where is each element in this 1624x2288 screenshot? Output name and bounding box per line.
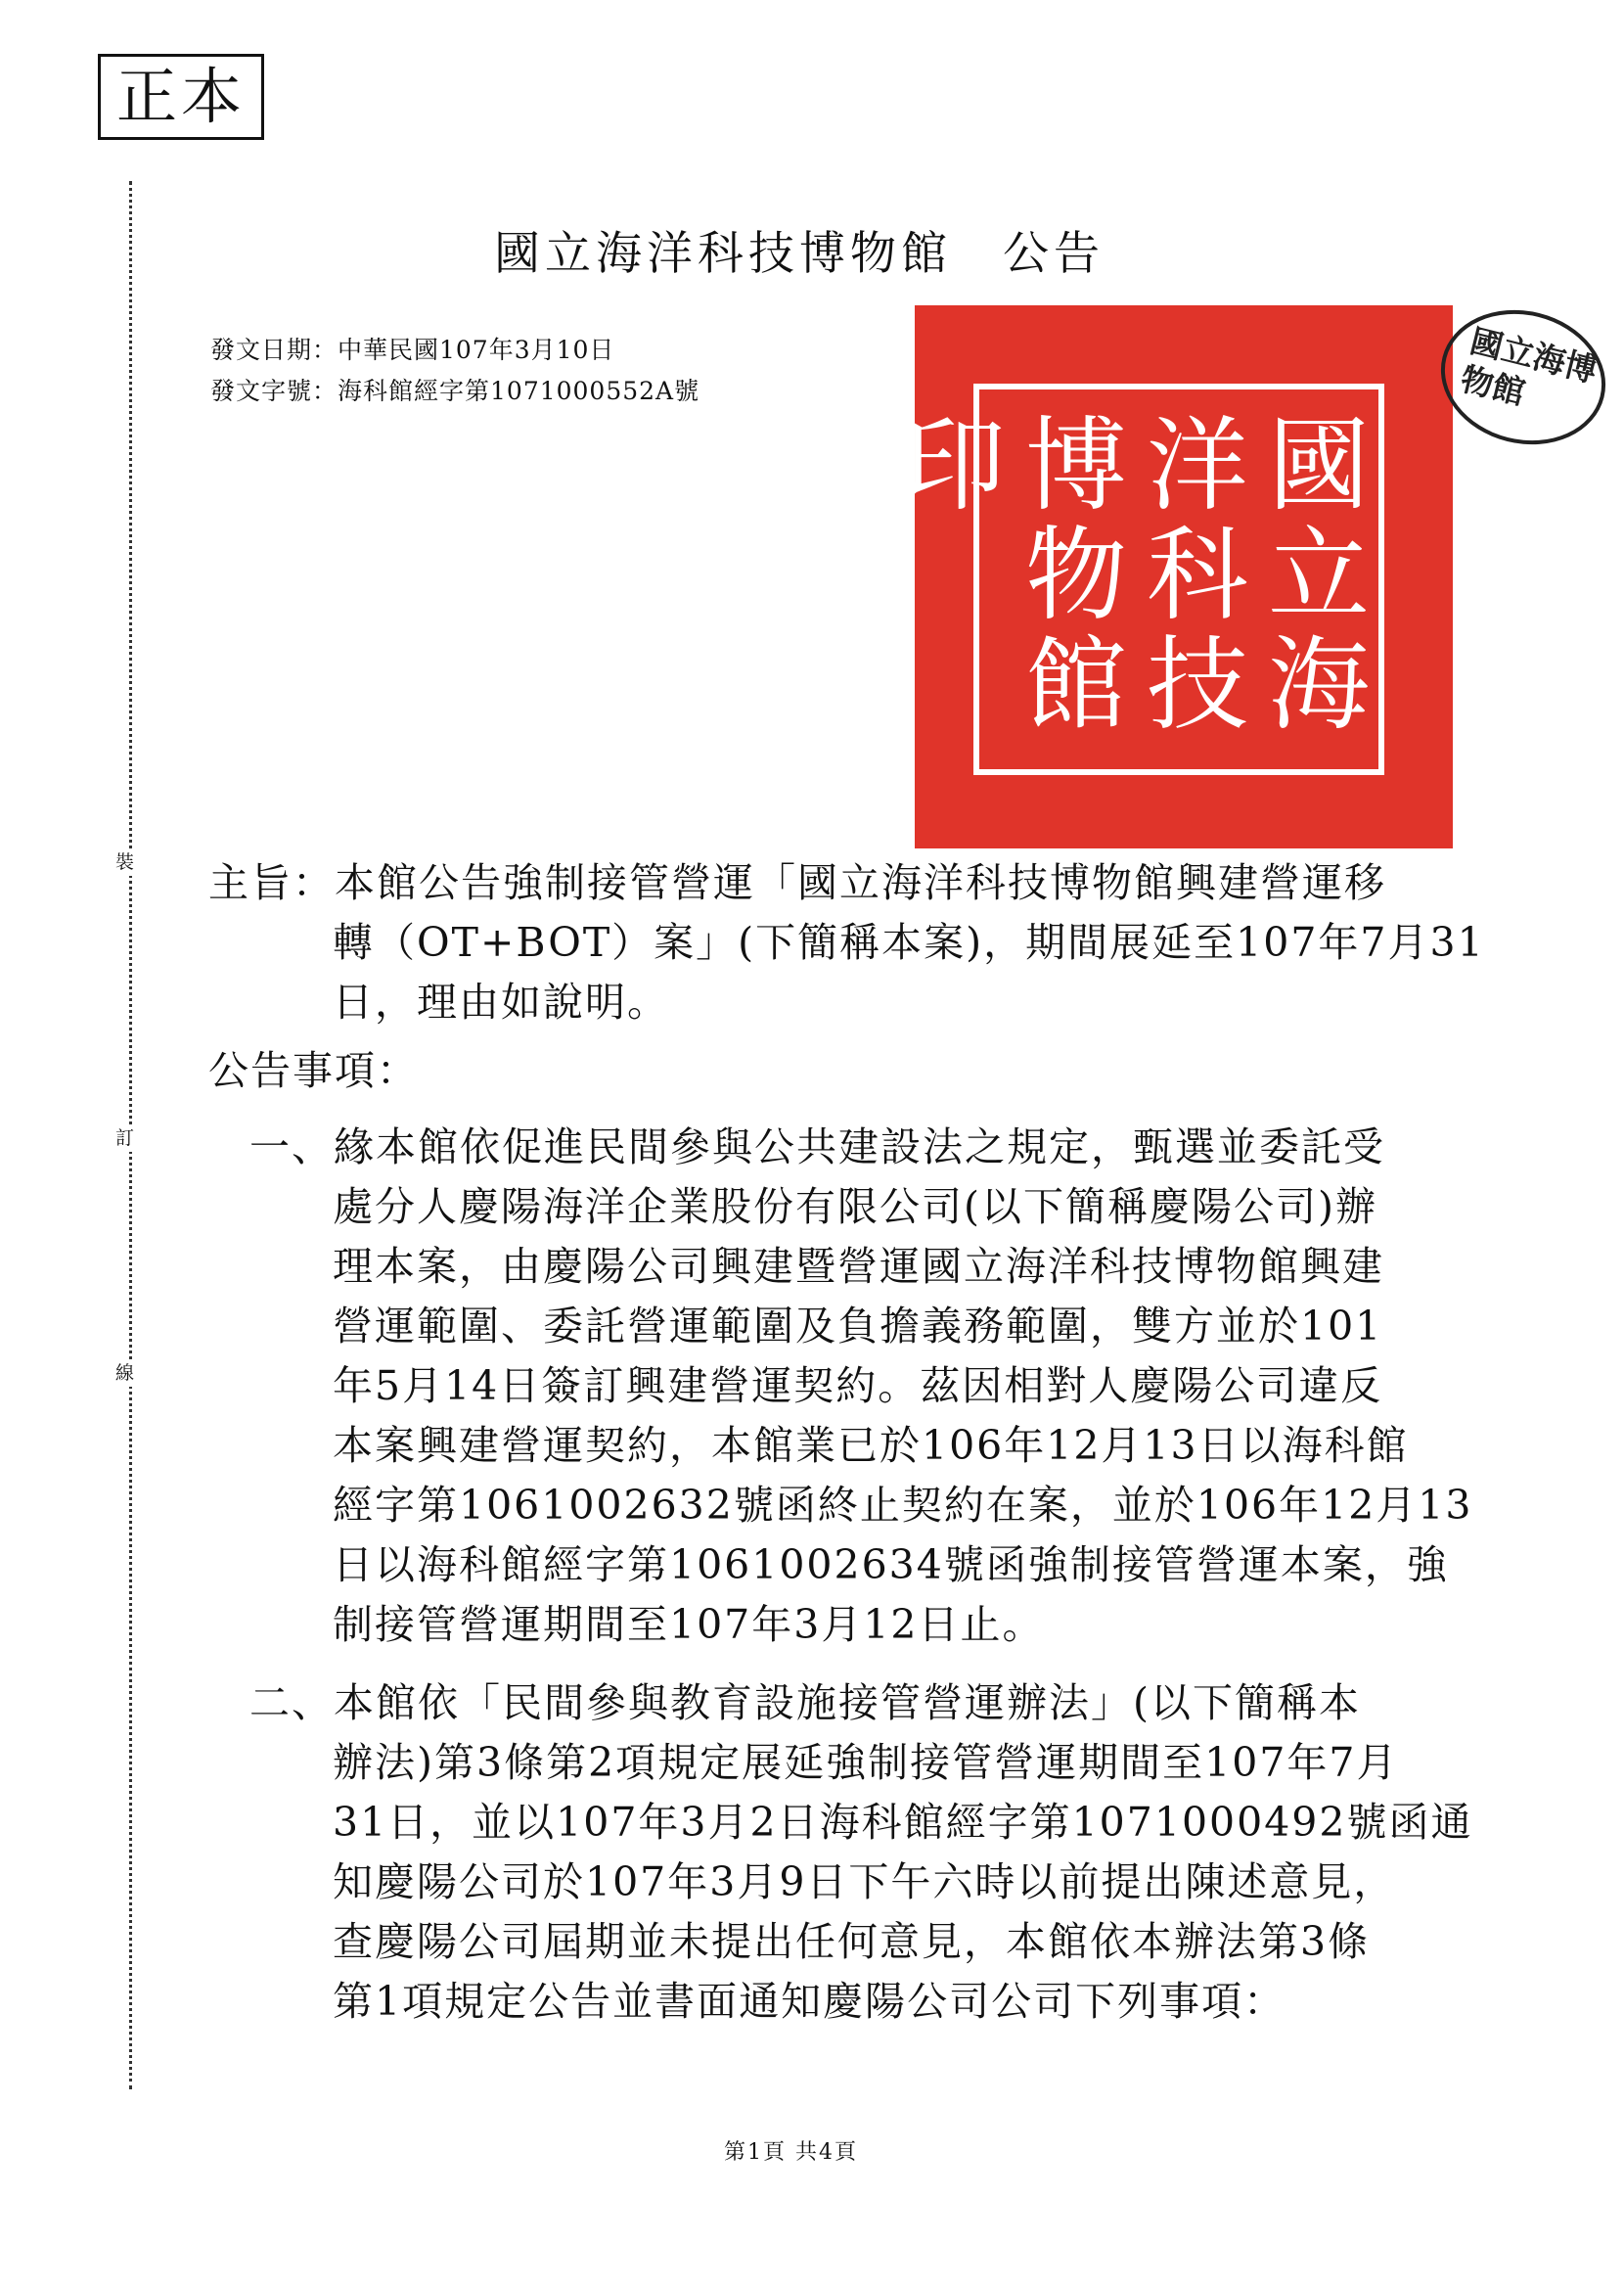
item1-line-6: 本案興建營運契約，本館業已於106年12月13日以海科館 bbox=[333, 1422, 1409, 1469]
item2-line-6: 第1項規定公告並書面通知慶陽公司公司下列事項： bbox=[333, 1978, 1286, 2025]
item1-line-7: 經字第1061002632號函終止契約在案，並於106年12月13 bbox=[333, 1482, 1473, 1529]
item2-line-4: 知慶陽公司於107年3月9日下午六時以前提出陳述意見， bbox=[333, 1858, 1396, 1905]
item2-line-1: 二、本館依「民間參與教育設施接管營運辦法」(以下簡稱本 bbox=[249, 1679, 1361, 1726]
original-copy-stamp: 正本 bbox=[98, 54, 264, 140]
binding-mark-zhuang: 裝 bbox=[115, 849, 134, 876]
item1-line-9: 制接管營運期間至107年3月12日止。 bbox=[333, 1601, 1045, 1648]
receipt-stamp-text: 國立海博物館 bbox=[1457, 321, 1601, 413]
item2-line-5: 查慶陽公司屆期並未提出任何意見，本館依本辦法第3條 bbox=[333, 1918, 1371, 1965]
receipt-stamp bbox=[1426, 293, 1620, 461]
item2-line-2: 辦法)第3條第2項規定展延強制接管營運期間至107年7月 bbox=[333, 1739, 1399, 1786]
item1-line-2: 處分人慶陽海洋企業股份有限公司(以下簡稱慶陽公司)辦 bbox=[333, 1183, 1377, 1230]
item1-line-1: 一、緣本館依促進民間參與公共建設法之規定，甄選並委託受 bbox=[249, 1123, 1385, 1170]
item1-line-8: 日以海科館經字第1061002634號函強制接管營運本案，強 bbox=[333, 1541, 1449, 1588]
subject-line-1: 主旨：本館公告強制接管營運「國立海洋科技博物館興建營運移 bbox=[208, 859, 1386, 906]
seal-border bbox=[886, 384, 1384, 775]
item1-line-4: 營運範圍、委託營運範圍及負擔義務範圍，雙方並於101 bbox=[333, 1303, 1383, 1350]
subject-line-2: 轉（OT+BOT）案」(下簡稱本案)，期間展延至107年7月31 bbox=[333, 919, 1485, 966]
item2-line-3: 31日，並以107年3月2日海科館經字第1071000492號函通 bbox=[333, 1799, 1473, 1846]
binding-mark-xian: 線 bbox=[115, 1360, 134, 1387]
document-title: 國立海洋科技博物館 公告 bbox=[494, 227, 1105, 281]
document-number: 發文字號：海科館經字第1071000552A號 bbox=[210, 377, 700, 405]
item1-line-3: 理本案，由慶陽公司興建暨營運國立海洋科技博物館興建 bbox=[333, 1243, 1384, 1290]
binding-mark-ding: 訂 bbox=[115, 1125, 134, 1152]
notice-heading: 公告事項： bbox=[208, 1047, 419, 1094]
seal-text: 國立海洋科技博物館印 bbox=[886, 411, 1370, 740]
official-seal bbox=[886, 305, 1453, 848]
page-footer: 第1頁 共4頁 bbox=[724, 2140, 858, 2165]
subject-line-3: 日，理由如說明。 bbox=[333, 979, 669, 1026]
issue-date: 發文日期：中華民國107年3月10日 bbox=[210, 336, 615, 364]
item1-line-5: 年5月14日簽訂興建營運契約。茲因相對人慶陽公司違反 bbox=[333, 1362, 1383, 1409]
